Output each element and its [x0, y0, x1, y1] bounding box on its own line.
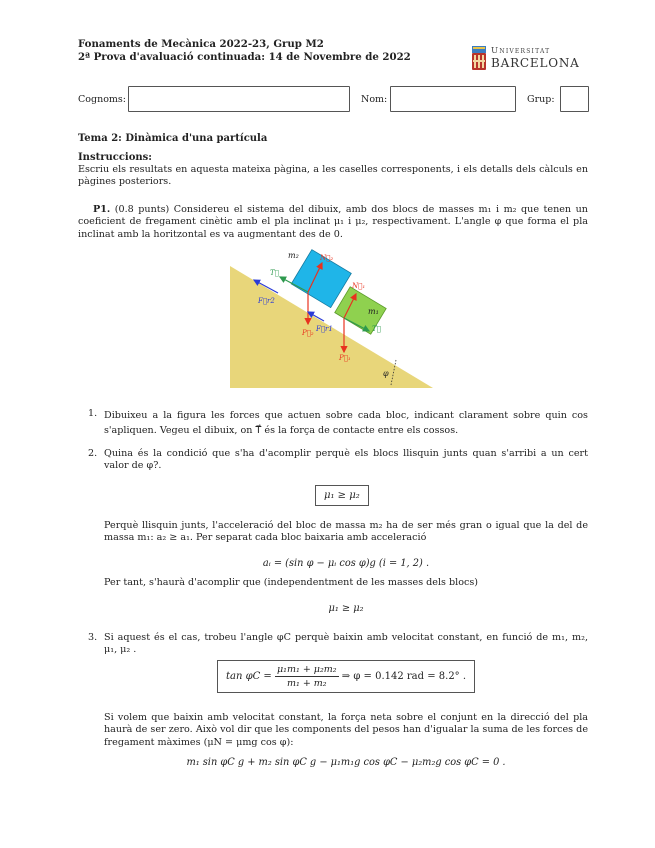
svg-text:N⃗₁: N⃗₁	[352, 282, 366, 290]
exam-subtitle: 2ª Prova d'avaluació continuada: 14 de Novembre de 2022	[78, 51, 411, 63]
group-label: Grup:	[527, 94, 555, 105]
student-fields	[78, 86, 598, 114]
answer-box-2: μ₁ ≥ μ₂	[315, 485, 369, 506]
inclined-plane-figure	[228, 248, 438, 393]
explanation-3: Si volem que baixin amb velocitat constant, la força neta sobre el conjunt en la direcció del pla haurà de ser zero. Això vol dir que les components del pesos han d'igualar la suma de les forces de fregament màximes (μN = μmg cos φ):	[104, 712, 588, 748]
problem-statement	[78, 204, 588, 241]
logo-line1: Universitat	[491, 46, 551, 56]
svg-text:N⃗₂: N⃗₂	[320, 254, 334, 262]
course-title: Fonaments de Mecànica 2022-23, Grup M2	[78, 38, 324, 50]
question-text: Dibuixeu a la figura les forces que actuen sobre cada bloc, indicant clarament sobre quin cos s'apliquen. Vegeu el dibuix, on T⃗ és la força de contacte entre els cossos.	[104, 410, 588, 436]
group-field[interactable]	[560, 86, 589, 112]
logo-line2: BARCELONA	[491, 56, 580, 70]
name-field[interactable]	[390, 86, 516, 112]
course-header	[78, 38, 411, 64]
question-number: 3.	[88, 632, 98, 643]
problem-label: P1.	[93, 204, 111, 215]
topic-title: Tema 2: Dinàmica d'una partícula	[78, 133, 268, 144]
question-number: 2.	[88, 448, 98, 459]
inclined-plane-diagram	[228, 248, 438, 393]
svg-text:φ: φ	[383, 369, 389, 378]
surname-field[interactable]	[128, 86, 350, 112]
question-text: Si aquest és el cas, trobeu l'angle φC perquè baixin amb velocitat constant, en funció de m₁, m₂, μ₁, μ₂ .	[104, 632, 588, 656]
question-2	[88, 448, 588, 473]
svg-text:F⃗r2: F⃗r2	[258, 297, 275, 305]
question-number: 1.	[88, 408, 98, 419]
question-3	[88, 632, 588, 657]
answer-box-3: tan φC = $\frac{\text{μ₁m₁ + μ₂m₂}}{\text{m₁ + m₂}}$ ⇒ φ = 0.142 rad = 8.2° .	[217, 660, 475, 693]
question-1	[88, 408, 588, 438]
problem-text: Considereu el sistema del dibuix, amb dos blocs de masses m₁ i m₂ que tenen un coeficient de fregament cinètic amb el pla inclinat μ₁ i μ₂, respectivament. L'angle φ que forma el pla inclinat amb la horitzontal es va augmentant des de 0.	[78, 204, 588, 240]
svg-text:T⃗: T⃗	[372, 325, 381, 333]
instructions-text: Escriu els resultats en aquesta mateixa pàgina, a les caselles corresponents, i els detalls dels càlculs en pàgines posteriors.	[78, 164, 588, 188]
svg-text:m₁: m₁	[368, 307, 379, 316]
surname-label: Cognoms:	[78, 94, 126, 105]
svg-text:m₂: m₂	[288, 251, 299, 260]
problem-points: (0.8 punts)	[114, 204, 170, 215]
university-logo	[472, 45, 580, 73]
conclusion-2: Per tant, s'haurà d'acomplir que (independentment de les masses dels blocs)	[104, 577, 479, 588]
equation-equilibrium: m₁ sin φC g + m₂ sin φC g − μ₁m₁g cos φC − μ₂m₂g cos φC = 0 .	[186, 757, 506, 768]
svg-text:P⃗₂: P⃗₂	[302, 329, 314, 337]
svg-text:P⃗₁: P⃗₁	[339, 354, 351, 362]
svg-text:F⃗r1: F⃗r1	[316, 325, 333, 333]
university-shield-icon	[472, 46, 486, 70]
fraction: $\frac{\text{μ₁m₁ + μ₂m₂}}{\text{m₁ + m₂}}$	[277, 664, 337, 689]
instructions-heading: Instruccions:	[78, 152, 152, 163]
svg-text:T⃗: T⃗	[270, 269, 279, 277]
question-text: Quina és la condició que s'ha d'acomplir perquè els blocs llisquin junts quan s'arribi a un cert valor de φ?.	[104, 448, 588, 472]
equation-acceleration: aᵢ = (sin φ − μᵢ cos φ)g (i = 1, 2) .	[262, 558, 430, 569]
result-2: μ₁ ≥ μ₂	[328, 603, 364, 614]
explanation-2: Perquè llisquin junts, l'acceleració del bloc de massa m₂ ha de ser més gran o igual que la del de massa m₁: a₂ ≥ a₁. Per separat cada bloc baixaria amb acceleració	[104, 520, 588, 544]
name-label: Nom:	[361, 94, 388, 105]
